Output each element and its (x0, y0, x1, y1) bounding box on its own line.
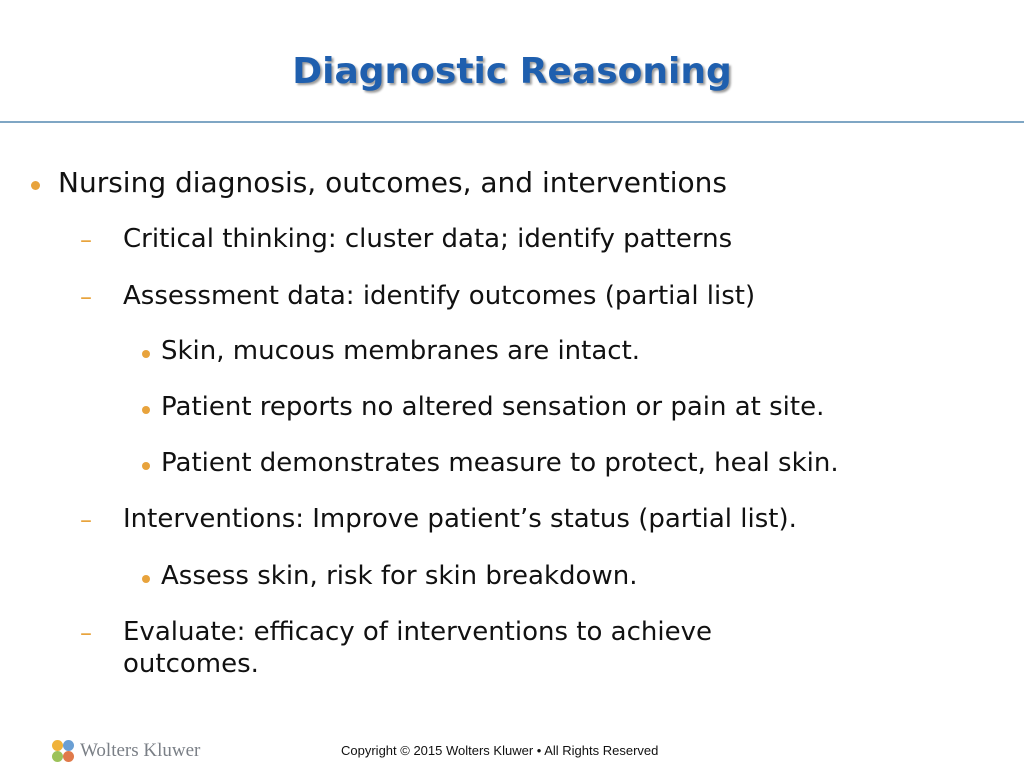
bullet-icon (142, 462, 150, 470)
slide-title: Diagnostic Reasoning (292, 51, 732, 92)
dash-icon: – (80, 619, 92, 647)
bullet-item: Patient demonstrates measure to protect, heal skin. (161, 448, 839, 478)
bullet-item: Skin, mucous membranes are intact. (161, 336, 641, 366)
copyright-notice: Copyright © 2015 Wolters Kluwer • All Rights Reserved (341, 743, 659, 758)
company-logo (52, 738, 200, 764)
bullet-item: Patient reports no altered sensation or pain at site. (161, 392, 825, 422)
dash-icon: – (80, 226, 92, 254)
dash-icon: – (80, 506, 92, 534)
bullet-item: Critical thinking: cluster data; identify patterns (123, 224, 733, 254)
bullet-icon (31, 181, 40, 190)
bullet-item: Evaluate: efficacy of interventions to achieve (123, 617, 712, 647)
logo-icon (52, 740, 74, 762)
bullet-icon (142, 350, 150, 358)
bullet-item: Interventions: Improve patient’s status (partial list). (123, 504, 797, 534)
title-divider (0, 121, 1024, 123)
bullet-icon (142, 575, 150, 583)
bullet-item: Assess skin, risk for skin breakdown. (161, 561, 638, 591)
bullet-item: Nursing diagnosis, outcomes, and interventions (58, 166, 727, 199)
bullet-icon (142, 406, 150, 414)
dash-icon: – (80, 283, 92, 311)
logo-wordmark: Wolters Kluwer (80, 740, 201, 761)
bullet-item-continuation: outcomes. (123, 649, 259, 679)
bullet-item: Assessment data: identify outcomes (partial list) (123, 281, 756, 311)
